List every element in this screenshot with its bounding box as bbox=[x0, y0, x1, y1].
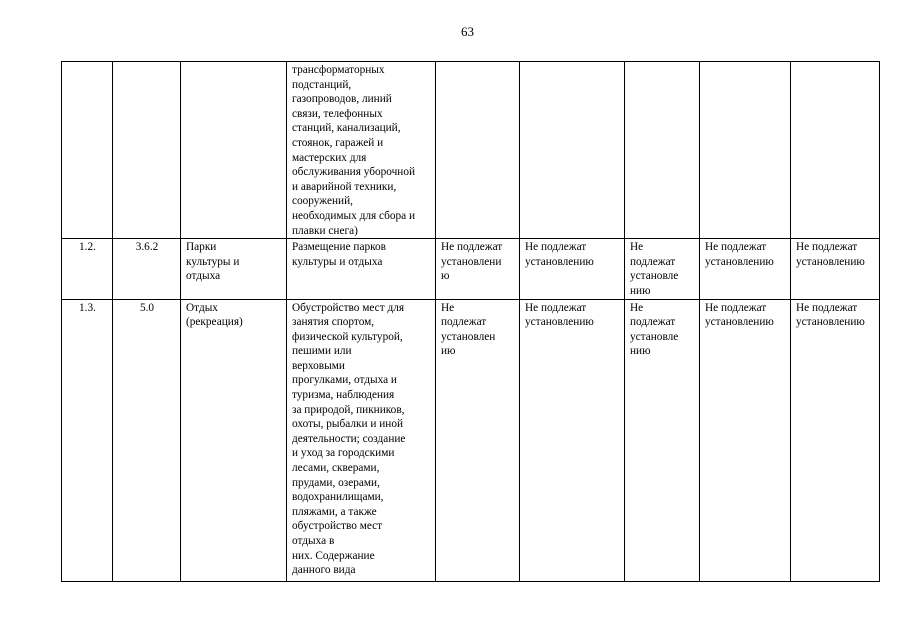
cell-text-line: нию bbox=[630, 345, 651, 358]
row-number-cell bbox=[62, 239, 113, 299]
cell-text-line: культуры и bbox=[186, 255, 240, 268]
cell-text-line: Не подлежат bbox=[441, 241, 503, 254]
parameter-cell-6 bbox=[520, 62, 625, 239]
zoning-table bbox=[61, 61, 880, 582]
parameter-cell-9 bbox=[791, 299, 880, 581]
use-description-cell bbox=[287, 299, 436, 581]
cell-text-line: установлению bbox=[796, 316, 865, 329]
cell-text-line: лесами, скверами, bbox=[292, 462, 380, 475]
cell-text-line: установлени bbox=[441, 255, 502, 268]
cell-text-line: связи, телефонных bbox=[292, 107, 383, 120]
cell-text-line: деятельности; создание bbox=[292, 432, 406, 445]
cell-text-line: охоты, рыбалки и иной bbox=[292, 418, 404, 431]
cell-text-line: прогулками, отдыха и bbox=[292, 374, 397, 387]
use-code-cell bbox=[113, 299, 181, 581]
cell-text-line: туризма, наблюдения bbox=[292, 389, 395, 402]
cell-text-line: подлежат bbox=[441, 316, 487, 329]
cell-text-line: Не подлежат bbox=[525, 241, 587, 254]
parameter-cell-8 bbox=[700, 62, 791, 239]
cell-text-line: ю bbox=[441, 270, 450, 283]
cell-text-line: мастерских для bbox=[292, 151, 367, 164]
cell-text-line: Обустройство мест для bbox=[292, 301, 405, 314]
cell-text-line: прудами, озерами, bbox=[292, 476, 380, 489]
parameter-cell-8 bbox=[700, 299, 791, 581]
use-name-cell bbox=[181, 62, 287, 239]
cell-text-line: 5.0 bbox=[139, 301, 155, 314]
table-row bbox=[62, 62, 880, 239]
parameter-cell-9 bbox=[791, 62, 880, 239]
cell-text-line: станций, канализаций, bbox=[292, 122, 401, 135]
parameter-cell-9 bbox=[791, 239, 880, 299]
cell-text-line: Не подлежат bbox=[796, 241, 858, 254]
cell-text-line: ию bbox=[441, 345, 456, 358]
cell-text-line: 3.6.2 bbox=[135, 241, 159, 254]
cell-text-line: необходимых для сбора и bbox=[292, 209, 416, 222]
cell-text-line: физической культурой, bbox=[292, 330, 403, 343]
cell-text-line: установлению bbox=[525, 255, 594, 268]
cell-text-line: установле bbox=[630, 330, 679, 343]
cell-text-line: газопроводов, линий bbox=[292, 93, 392, 106]
cell-text-line: водохранилищами, bbox=[292, 491, 384, 504]
cell-text-line: Не bbox=[630, 301, 644, 314]
parameter-cell-8 bbox=[700, 239, 791, 299]
page-number: 63 bbox=[461, 24, 474, 39]
parameter-cell-5 bbox=[436, 239, 520, 299]
parameter-cell-7 bbox=[625, 239, 700, 299]
parameter-cell-7 bbox=[625, 299, 700, 581]
cell-text-line: сооружений, bbox=[292, 195, 353, 208]
cell-text-line: за природой, пикников, bbox=[292, 403, 405, 416]
cell-text-line: Не bbox=[630, 241, 644, 254]
use-description-cell bbox=[287, 239, 436, 299]
cell-text-line: Не подлежат bbox=[525, 301, 587, 314]
use-description-cell bbox=[287, 62, 436, 239]
cell-text-line: установлению bbox=[796, 255, 865, 268]
cell-text-line: установлению bbox=[705, 316, 774, 329]
cell-text-line: культуры и отдыха bbox=[292, 255, 383, 268]
cell-text-line: обслуживания уборочной bbox=[292, 166, 416, 179]
cell-text-line: Не подлежат bbox=[705, 301, 767, 314]
cell-text-line: занятия спортом, bbox=[292, 316, 375, 329]
cell-text-line: (рекреация) bbox=[186, 316, 243, 329]
row-number-cell bbox=[62, 62, 113, 239]
cell-text-line: установлен bbox=[441, 330, 496, 343]
cell-text-line: подстанций, bbox=[292, 78, 352, 91]
cell-text-line: установле bbox=[630, 270, 679, 283]
table-row bbox=[62, 239, 880, 299]
cell-text-line: нию bbox=[630, 284, 651, 297]
cell-text-line: Не bbox=[441, 301, 455, 314]
cell-text-line: подлежат bbox=[630, 255, 676, 268]
cell-text-line: пешими или bbox=[292, 345, 352, 358]
parameter-cell-6 bbox=[520, 299, 625, 581]
cell-text-line: них. Содержание bbox=[292, 549, 375, 562]
cell-text-line: Парки bbox=[186, 241, 217, 254]
cell-text-line: пляжами, а также bbox=[292, 505, 377, 518]
parameter-cell-7 bbox=[625, 62, 700, 239]
cell-text-line: подлежат bbox=[630, 316, 676, 329]
row-number-cell bbox=[62, 299, 113, 581]
cell-text-line: отдыха bbox=[186, 270, 221, 283]
parameter-cell-5 bbox=[436, 62, 520, 239]
cell-text-line: установлению bbox=[705, 255, 774, 268]
cell-text-line: установлению bbox=[525, 316, 594, 329]
cell-text-line: отдыха в bbox=[292, 535, 335, 547]
cell-text-line: Размещение парков bbox=[292, 241, 387, 254]
cell-text-line: Не подлежат bbox=[796, 301, 858, 314]
cell-text-line: трансформаторных bbox=[292, 64, 385, 76]
table-row bbox=[62, 299, 880, 581]
cell-text-line: верховыми bbox=[292, 359, 345, 372]
cell-text-line: стоянок, гаражей и bbox=[292, 136, 384, 149]
cell-text-line: Отдых bbox=[186, 301, 218, 314]
use-code-cell bbox=[113, 62, 181, 239]
parameter-cell-5 bbox=[436, 299, 520, 581]
cell-text-line: и уход за городскими bbox=[292, 447, 395, 460]
use-code-cell bbox=[113, 239, 181, 299]
cell-text-line: плавки снега) bbox=[292, 224, 358, 237]
cell-text-line: и аварийной техники, bbox=[292, 180, 397, 193]
parameter-cell-6 bbox=[520, 239, 625, 299]
use-name-cell bbox=[181, 299, 287, 581]
cell-text-line: данного вида bbox=[292, 564, 356, 577]
cell-text-line: Не подлежат bbox=[705, 241, 767, 254]
cell-text-line: обустройство мест bbox=[292, 520, 383, 533]
cell-text-line: 1.3. bbox=[79, 301, 96, 314]
cell-text-line: 1.2. bbox=[79, 241, 96, 254]
use-name-cell bbox=[181, 239, 287, 299]
